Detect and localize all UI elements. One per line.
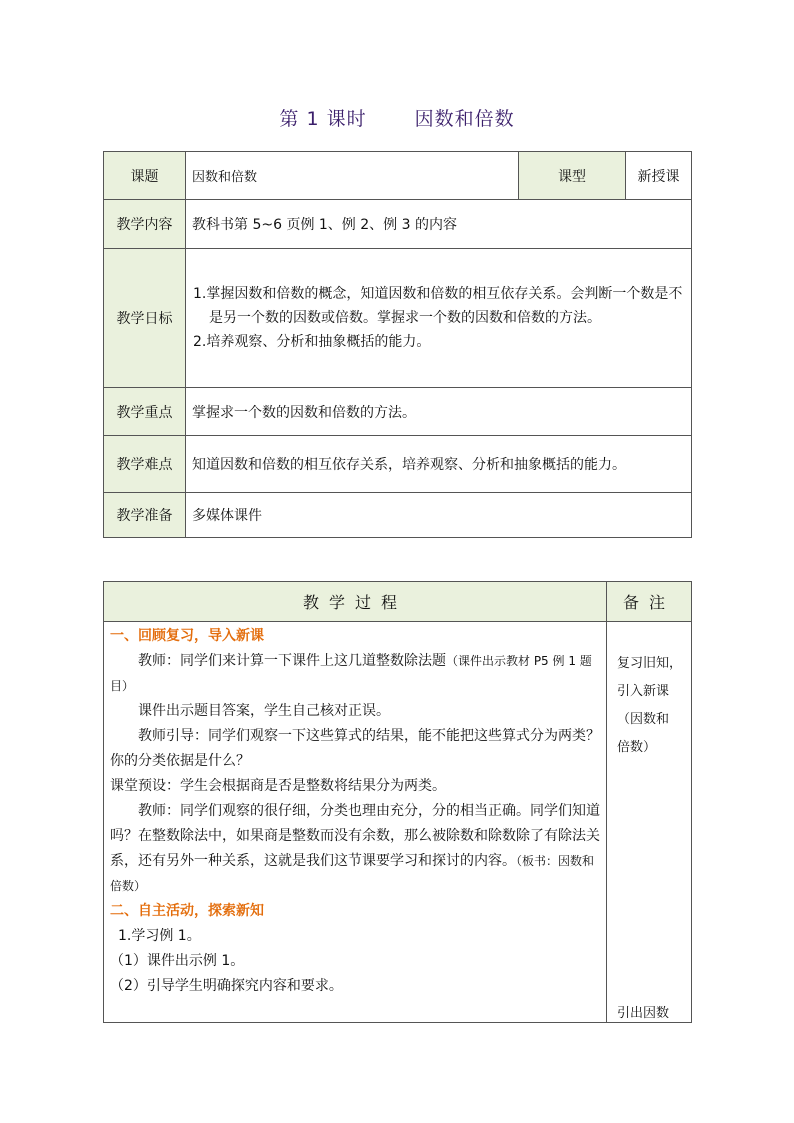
note-line: （因数和 <box>617 712 670 727</box>
difficulty-value: 知道因数和倍数的相互依存关系，培养观察、分析和抽象概括的能力。 <box>186 436 692 493</box>
teaching-process-table <box>103 581 692 1023</box>
paragraph: 教师：同学们来计算一下课件上这几道整数除法题（课件出示教材 P5 例 1 题目） <box>110 653 592 693</box>
note-line: 复习旧知， <box>617 656 683 671</box>
page-title <box>0 104 794 131</box>
process-header: 教学过程 <box>104 582 607 622</box>
row-goals <box>104 249 692 388</box>
row-prep <box>104 493 692 538</box>
paragraph: （1）课件出示例 1。 <box>110 953 245 969</box>
type-label: 课型 <box>519 152 626 200</box>
process-body-row <box>104 622 692 1023</box>
row-difficulty <box>104 436 692 493</box>
content-value: 教科书第 5~6 页例 1、例 2、例 3 的内容 <box>186 200 692 249</box>
paragraph: 课堂预设：学生会根据商是否是整数将结果分为两类。 <box>110 778 446 794</box>
lesson-topic: 因数和倍数 <box>414 108 515 130</box>
key-label: 教学重点 <box>104 388 186 436</box>
courseware-note: （课件出示教材 P5 例 1 题目） <box>110 654 592 693</box>
content-label: 教学内容 <box>104 200 186 249</box>
note-tail: 引出因数 <box>617 1006 670 1021</box>
topic-value: 因数和倍数 <box>186 152 519 200</box>
paragraph: 1.学习例 1。 <box>118 928 201 944</box>
paragraph: 课件出示题目答案，学生自己核对正误。 <box>138 703 390 719</box>
difficulty-label: 教学难点 <box>104 436 186 493</box>
type-value: 新授课 <box>626 152 692 200</box>
note-line: 倍数） <box>617 740 657 755</box>
notes-cell <box>607 622 692 1023</box>
lesson-number: 第 1 课时 <box>279 108 367 130</box>
goals-cell <box>186 249 692 388</box>
row-topic <box>104 152 692 200</box>
goals-label: 教学日标 <box>104 249 186 388</box>
goal-item: 2.培养观察、分析和抽象概括的能力。 <box>193 334 431 350</box>
lesson-info-table <box>103 151 692 538</box>
paragraph: （2）引导学生明确探究内容和要求。 <box>110 978 343 994</box>
row-content <box>104 200 692 249</box>
notes-header: 备注 <box>607 582 692 622</box>
goal-item: 1.掌握因数和倍数的概念，知道因数和倍数的相互依存关系。会判断一个数是不是另一个数的因数或倍数。掌握求一个数的因数和倍数的方法。 <box>193 286 683 326</box>
process-content <box>104 622 607 1023</box>
board-note: （板书：因数和倍数） <box>110 854 595 893</box>
section-heading-2: 二、自主活动，探索新知 <box>110 903 264 919</box>
prep-label: 教学准备 <box>104 493 186 538</box>
process-header-row <box>104 582 692 622</box>
note-line: 引入新课 <box>617 684 670 699</box>
prep-value: 多媒体课件 <box>186 493 692 538</box>
topic-label: 课题 <box>104 152 186 200</box>
paragraph: 教师引导：同学们观察一下这些算式的结果，能不能把这些算式分为两类？你的分类依据是什么？ <box>110 728 600 769</box>
row-key <box>104 388 692 436</box>
paragraph: 教师：同学们观察的很仔细，分类也理由充分，分的相当正确。同学们知道吗？在整数除法中，如果商是整数而没有余数，那么被除数和除数除了有除法关系，还有另外一种关系，这就是我们这节课要学习和探讨的内容。（板书：因数和倍数） <box>110 803 600 893</box>
key-value: 掌握求一个数的因数和倍数的方法。 <box>186 388 692 436</box>
section-heading-1: 一、回顾复习，导入新课 <box>110 628 264 644</box>
